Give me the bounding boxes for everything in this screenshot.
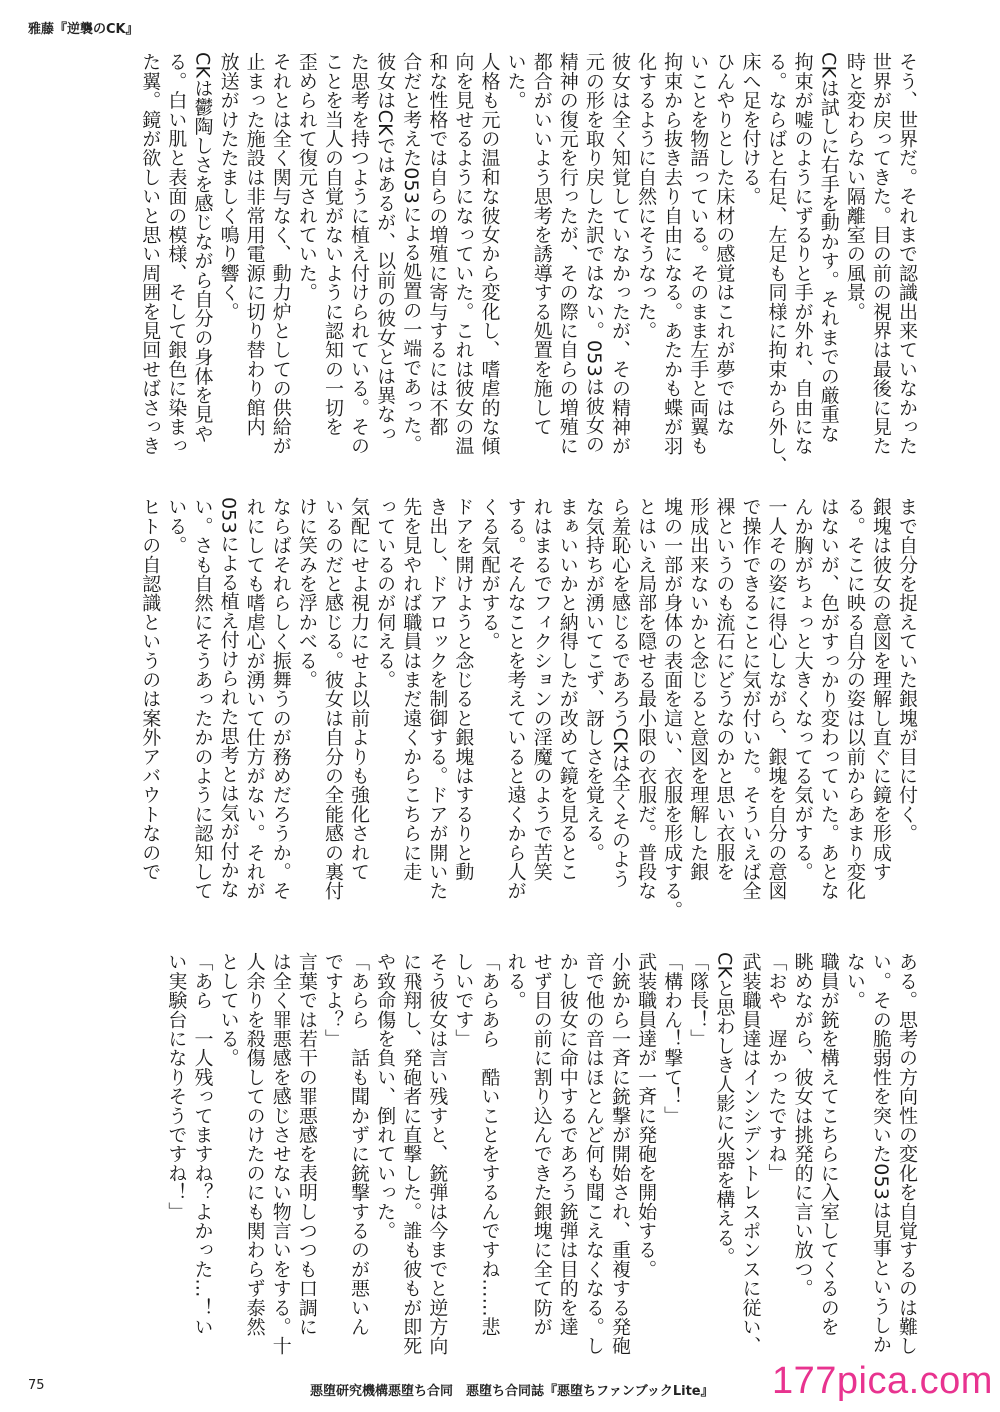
text-line: んか胸がちょっと大きくなってる気がする。 — [791, 497, 814, 881]
text-line: 「あら 一人残ってますね？よかった…！い — [191, 952, 214, 1336]
text-line: する。そんなことを考えていると遠くから人が — [504, 497, 527, 901]
text-line: ない。 — [843, 952, 866, 1010]
text-line: 人格も元の温和な彼女から変化し、嗜虐的な傾 — [478, 52, 501, 456]
text-line: ひんやりとした床材の感覚はこれが夢ではな — [713, 52, 736, 436]
text-line: っているのが伺える。 — [374, 497, 397, 689]
text-line: 化するように自然にそうなった。 — [635, 52, 658, 340]
text-line: けに笑みを浮かべる。 — [295, 497, 318, 689]
text-line: そう彼女は言い残すと、銃弾は今までと逆方向 — [426, 952, 449, 1356]
footer-title: 悪堕研究機構悪堕ち合同 悪堕ち合同誌『悪堕ちファンブックLite』 — [310, 1384, 714, 1399]
text-line: いるのだと感じる。彼女は自分の全能感の裏付 — [321, 497, 344, 901]
text-line: い。その脆弱性を突いた053は見事というしか — [869, 952, 892, 1354]
text-line: 向を見せるようになっていた。これは彼女の温 — [452, 52, 475, 456]
text-line: いた。 — [504, 52, 527, 110]
text-line: 小銃から一斉に銃撃が開始され、重複する発砲 — [608, 952, 631, 1356]
text-line: 「構わん！撃て！」 — [661, 952, 684, 1125]
text-line: ドアを開けようと念じると銀塊はするりと動 — [452, 497, 475, 881]
text-line: 武装職員達が一斉に発砲を開始する。 — [635, 952, 658, 1279]
running-header: 雅藤『逆襲のCK』 — [28, 22, 139, 37]
text-line: CKは試しに右手を動かす。それまでの厳重な — [817, 52, 840, 443]
text-line: そう、世界だ。それまで認識出来ていなかった — [896, 52, 918, 456]
text-line: 裸というのも流石にどうなのかと思い衣服を — [713, 497, 736, 881]
text-line: れる。 — [504, 952, 527, 1010]
text-line: 「あらら 話も聞かずに銃撃するのが悪いん — [348, 952, 371, 1336]
text-line: 彼女は全く知覚していなかったが、その精神が — [608, 52, 631, 456]
text-line: た翼。鏡が欲しいと思い周囲を見回せばさっき — [139, 52, 162, 456]
text-line: 053による植え付けられた思考とは気が付かな — [217, 497, 240, 899]
text-line: き出し、ドアロックを制御する。ドアが開いた — [426, 497, 449, 901]
text-line: はないが、色がすっかり変わっていた。あとな — [817, 497, 840, 901]
text-line: CKと思わしき人影に火器を構える。 — [713, 952, 736, 1267]
text-line: な気持ちが湧いてこず、訝しさを覚える。 — [582, 497, 605, 862]
text-line: ある。思考の方向性の変化を自覚するのは難し — [896, 952, 918, 1356]
text-line: る。そこに映る自分の姿は以前からあまり変化 — [843, 497, 866, 901]
text-line: 武装職員達はインシデントレスポンスに従い、 — [739, 952, 762, 1356]
text-block-1 — [137, 52, 920, 475]
text-line: くる気配がする。 — [478, 497, 501, 651]
text-line: 彼女はCKではあるが、以前の彼女とは異なっ — [374, 52, 397, 443]
text-line: 銀塊は彼女の意図を理解し直ぐに鏡を形成す — [869, 497, 892, 881]
text-line: 拘束が嘘のようにずるりと手が外れ、自由にな — [791, 52, 814, 456]
text-line: 拘束から抜き去り自由になる。あたかも蝶が羽 — [661, 52, 684, 456]
text-line: ら羞恥心を感じるであろうCKは全くそのよう — [608, 497, 631, 888]
text-line: まで自分を捉えていた銀塊が目に付く。 — [896, 497, 918, 843]
text-line: ならばそれらしく振舞うのが務めだろうか。そ — [269, 497, 292, 901]
text-line: とはいえ局部を隠せる最小限の衣服だ。普段な — [635, 497, 658, 901]
text-line: る。ならばと右足、左足も同様に拘束から外し、 — [765, 52, 788, 475]
text-line: 言葉では若干の罪悪感を表明しつつも口調に — [295, 952, 318, 1336]
text-line: 人余りを殺傷してのけたのにも関わらず泰然 — [243, 952, 266, 1336]
text-line: 和な性格では自らの増殖に寄与するには不都 — [426, 52, 449, 436]
text-line: 「あらあら 酷いことをするんですね……悲 — [478, 952, 501, 1336]
text-line: 「おや 遅かったですね」 — [765, 952, 788, 1183]
text-line: ヒトの自認識というのは案外アバウトなので — [139, 497, 162, 881]
text-line: いる。 — [165, 497, 188, 555]
text-line: 眺めながら、彼女は挑発的に言い放つ。 — [791, 952, 814, 1298]
text-line: かし彼女に命中するであろう銃弾は目的を達 — [556, 952, 579, 1336]
text-line: 塊の一部が身体の表面を這い、衣服を形成する。 — [661, 497, 684, 920]
text-line: 一人その姿に得心しながら、銀塊を自分の意図 — [765, 497, 788, 901]
text-line: ことを当人の自覚がないように認知の一切を — [321, 52, 344, 436]
text-line: いことを物語っている。そのまま左手と両翼も — [687, 52, 710, 456]
text-line: 合だと考えた053による処置の一端であった。 — [400, 52, 423, 454]
text-line: せず目の前に割り込んできた銀塊に全て防が — [530, 952, 553, 1336]
text-line: しいです」 — [452, 952, 475, 1048]
text-block-2 — [137, 497, 920, 920]
text-block-3 — [163, 952, 920, 1372]
text-line: CKは鬱陶しさを感じながら自分の身体を見や — [191, 52, 214, 443]
text-line: 気配にせよ視力にせよ以前よりも強化されて — [348, 497, 371, 881]
text-line: ですよ？」 — [321, 952, 344, 1048]
text-line: い。さも自然にそうあったかのように認知して — [191, 497, 214, 901]
text-line: 形成出来ないかと念じると意図を理解した銀 — [687, 497, 710, 881]
text-line: 職員が銃を構えてこちらに入室してくるのを — [817, 952, 840, 1336]
text-line: た思考を持つように植え付けられている。その — [348, 52, 371, 456]
text-line: や致命傷を負い、倒れていった。 — [374, 952, 397, 1240]
text-line: 床へ足を付ける。 — [739, 52, 762, 206]
text-line: 都合がいいよう思考を誘導する処置を施して — [530, 52, 553, 436]
text-line: 放送がけたたましく鳴り響く。 — [217, 52, 240, 321]
watermark: 177pica.com — [772, 1360, 993, 1402]
text-line: い実験台になりそうですね！」 — [165, 952, 188, 1221]
text-line: 止まった施設は非常用電源に切り替わり館内 — [243, 52, 266, 436]
text-line: る。白い肌と表面の模様、そして銀色に染まっ — [165, 52, 188, 456]
text-line: 先を見やれば職員はまだ遠くからこちらに走 — [400, 497, 423, 881]
text-line: としている。 — [217, 952, 240, 1068]
text-line: まぁいいかと納得したが改めて鏡を見るとこ — [556, 497, 579, 881]
text-line: れはまるでフィクションの淫魔のようで苦笑 — [530, 497, 553, 881]
text-line: 「隊長！」 — [687, 952, 710, 1048]
text-line: は全く罪悪感を感じさせない物言いをする。十 — [269, 952, 292, 1356]
text-line: 歪められて復元されていた。 — [295, 52, 318, 302]
page-number: 75 — [28, 1378, 45, 1393]
text-line: 音で他の音はほとんど何も聞こえなくなる。し — [582, 952, 605, 1356]
text-line: 精神の復元を行ったが、その際に自らの増殖に — [556, 52, 579, 456]
text-line: それとは全く関与なく、動力炉としての供給が — [269, 52, 292, 456]
text-line: に飛翔し、発砲者に直撃した。誰も彼もが即死 — [400, 952, 423, 1356]
text-line: 元の形を取り戻した訳ではない。053は彼女の — [582, 52, 605, 454]
text-line: 世界が戻ってきた。目の前の視界は最後に見た — [869, 52, 892, 456]
text-line: で操作できることに気が付いた。そういえば全 — [739, 497, 762, 901]
text-line: れにしても嗜虐心が湧いて仕方がない。それが — [243, 497, 266, 901]
text-line: 時と変わらない隔離室の風景。 — [843, 52, 866, 321]
